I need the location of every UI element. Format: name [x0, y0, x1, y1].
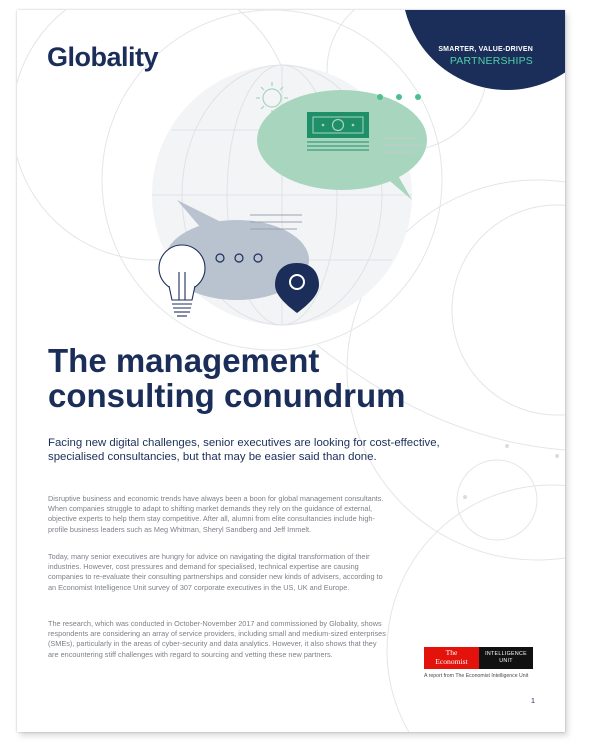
body-paragraph: Disruptive business and economic trends have always been a boon for global management consultants. When companies struggle to adapt to shifting market demands they rely on the guidance of external, objective experts to help them stay competitive. After all, alumni from elite consultancies include high-profile business leaders such as Meg Whitman, Sheryl Sandberg and Jeff Immelt. — [48, 494, 384, 534]
body-paragraph: The research, which was conducted in October-November 2017 and commissioned by Globality, shows respondents are considering an array of service providers, including small and medium-sized enterprises (SMEs), particularly in the areas of cyber-security and data analytics. However, it also shows that they are encountering stiff challenges with regard to sourcing and vetting these new partners. — [48, 619, 386, 659]
lightbulb-icon — [159, 245, 205, 316]
document-page — [17, 10, 565, 732]
economist-wordmark-line2: Economist — [435, 656, 468, 666]
intelligence-unit-line2: UNIT — [499, 658, 513, 664]
body-paragraph: Today, many senior executives are hungry for advice on navigating the digital transformation of their industries. However, cost pressures and demand for specialised, technical expertise are causing companies to re-evaluate their consulting partnerships and consider new kinds of advisers, according to an Economist Intelligence Unit survey of 307 corporate executives in the US, UK and Europe. — [48, 552, 383, 592]
globality-logo: Globality — [47, 42, 159, 72]
intelligence-unit-line1: INTELLIGENCE — [485, 651, 527, 657]
page-title — [48, 343, 468, 413]
report-attribution: A report from The Economist Intelligence Unit — [424, 673, 529, 679]
economist-wordmark — [424, 647, 479, 669]
tagline-top: SMARTER, VALUE-DRIVEN — [438, 46, 533, 53]
intelligence-unit-label — [479, 647, 533, 669]
page-number: 1 — [530, 696, 535, 705]
economist-logo — [424, 647, 533, 669]
tagline-bottom: PARTNERSHIPS — [449, 55, 533, 67]
title-line-2: consulting conundrum — [48, 377, 406, 414]
lead-paragraph: Facing new digital challenges, senior executives are looking for cost-effective, specialised consultancies, but that may be easier said than done. — [48, 437, 440, 464]
title-line-1: The management — [48, 342, 320, 379]
economist-wordmark-line1: The — [445, 648, 458, 657]
